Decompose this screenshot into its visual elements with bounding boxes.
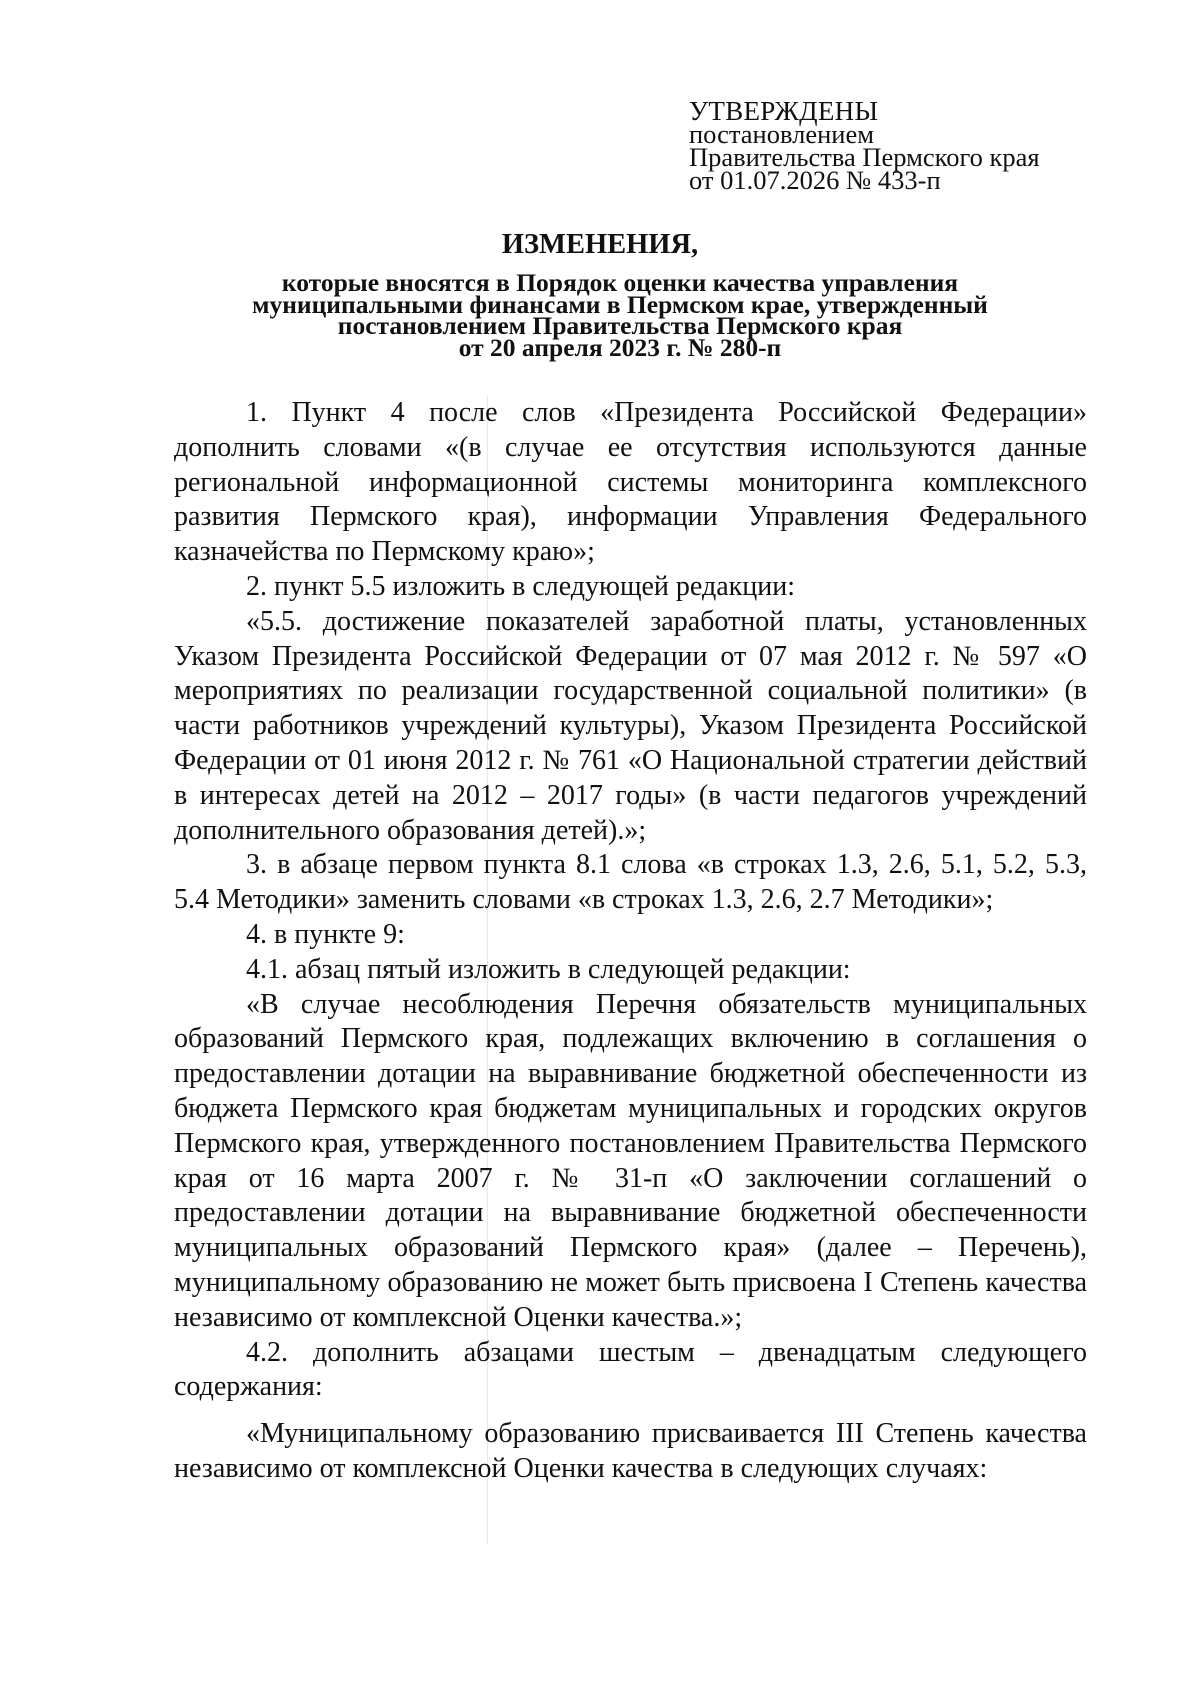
paragraph-6: 4.1. абзац пятый изложить в следующей редакции:	[246, 953, 851, 985]
approval-stamp	[689, 96, 1119, 195]
paragraph-4: 3. в абзаце первом пункта 8.1 слова «в строках 1.3, 2.6, 5.1, 5.2, 5.3, 5.4 Методики» заменить словами «в строках 1.3, 2.6, 2.7 Методики»;	[174, 849, 1087, 916]
paragraph-9: «Муниципальному образованию присваивается III Степень качества независимо от комплексной Оценки качества в следующих случаях:	[174, 1418, 1087, 1484]
subtitle-line-4: от 20 апреля 2023 г. № 280-п	[458, 332, 782, 362]
paragraph-5: 4. в пункте 9:	[246, 918, 405, 950]
approval-heading: УТВЕРЖДЕНЫ	[689, 96, 879, 126]
approval-line-3: от 01.07.2026 № 433-п	[689, 165, 941, 195]
document-title: ИЗМЕНЕНИЯ,	[501, 229, 699, 260]
subtitle-line-3: постановлением Правительства Пермского края	[337, 311, 903, 340]
document-subtitle	[175, 268, 1065, 362]
paragraph-1: 1. Пункт 4 после слов «Президента Российской Федерации» дополнить словами «(в случае ее отсутствия используются данные региональной информационной системы мониторинга комплексного развития Пермского края), информации Управления Федерального казначейства по Пермскому краю»;	[174, 397, 1087, 568]
paragraph-3: «5.5. достижение показателей заработной платы, установленных Указом Президента Российской Федерации от 07 мая 2012 г. № 597 «О мероприятиях по реализации государственной социальной политики» (в части работников учреждений культуры), Указом Президента Российской Федерации от 01 июня 2012 г. № 761 «О Национальной стратегии действий в интересах детей на 2012 – 2017 годы» (в части педагогов учреждений дополнительного образования детей).»;	[174, 605, 1087, 846]
paragraph-8: 4.2. дополнить абзацами шестым – двенадцатым следующего содержания:	[174, 1336, 1087, 1403]
paragraph-7: «В случае несоблюдения Перечня обязательств муниципальных образований Пермского края, подлежащих включению в соглашения о предоставлении дотации на выравнивание бюджетной обеспеченности из бюджета Пермского края бюджетам муниципальных и городских округов Пермского края, утвержденного постановлением Правительства Пермского края от 16 марта 2007 г. № 31-п «О заключении соглашений о предоставлении дотации на выравнивание бюджетной обеспеченности муниципальных образований Пермского края» (далее – Перечень), муниципальному образованию не может быть присвоена I Степень качества независимо от комплексной Оценки качества.»;	[174, 988, 1087, 1333]
subtitle-line-1: которые вносятся в Порядок оценки качества управления	[281, 268, 959, 297]
subtitle-line-2: муниципальными финансами в Пермском крае, утвержденный	[252, 289, 988, 319]
document-body	[174, 396, 1087, 1487]
approval-line-1: постановлением	[689, 119, 874, 149]
approval-line-2: Правительства Пермского края	[689, 142, 1040, 172]
paragraph-2: 2. пункт 5.5 изложить в следующей редакции:	[246, 570, 795, 602]
